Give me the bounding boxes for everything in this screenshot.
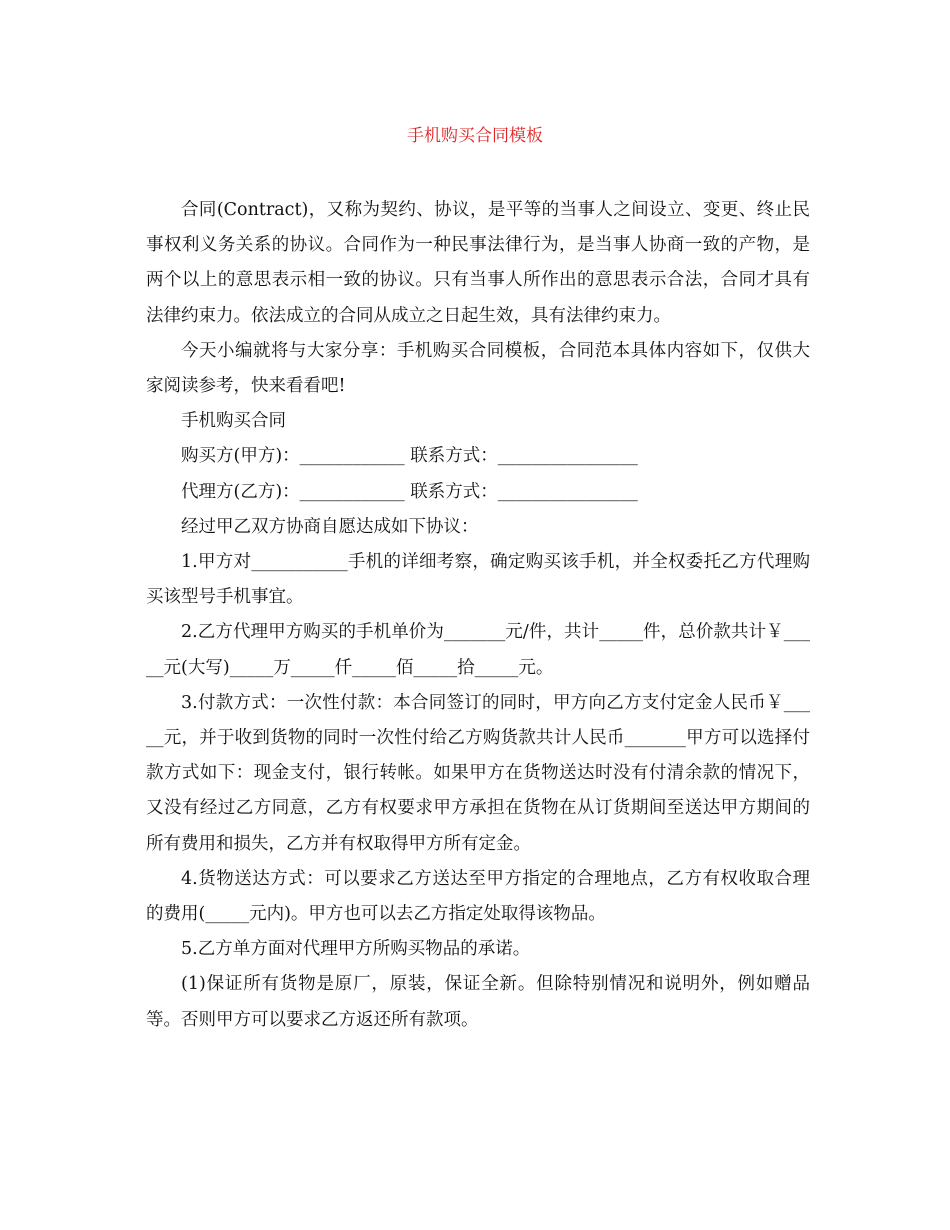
clause-2: 2.乙方代理甲方购买的手机单价为_______元/件，共计_____件，总价款共计￥_____元(大写)_____万_____仟_____佰_____拾_____元。 [146,622,810,678]
clause-1: 1.甲方对___________手机的详细考察，确定购买该手机，并全权委托乙方代理购买该型号手机事宜。 [146,552,810,608]
agreement-preamble: 经过甲乙双方协商自愿达成如下协议： [181,516,479,537]
clause-5: 5.乙方单方面对代理甲方所购买物品的承诺。 [181,939,531,960]
document-body [146,193,810,1038]
clause-5-item-1: (1)保证所有货物是原厂，原装，保证全新。但除特别情况和说明外，例如赠品等。否则甲方可以要求乙方返还所有款项。 [146,974,810,1030]
contract-heading: 手机购买合同 [181,411,286,432]
clause-3: 3.付款方式：一次性付款：本合同签订的同时，甲方向乙方支付定金人民币￥_____元，并于收到货物的同时一次性付给乙方购货款共计人民币_______甲方可以选择付款方式如下：现金支付，银行转帐。如果甲方在货物送达时没有付清余款的情况下，又没有经过乙方同意，乙方有权要求甲方承担在货物在从订货期间至送达甲方期间的所有费用和损失，乙方并有权取得甲方所有定金。 [146,692,810,854]
buyer-line: 购买方(甲方)：____________ 联系方式：________________ [181,446,638,467]
agent-line: 代理方(乙方)：____________ 联系方式：________________ [181,481,638,502]
paragraph-share: 今天小编就将与大家分享：手机购买合同模板，合同范本具体内容如下，仅供大家阅读参考，快来看看吧! [146,340,810,397]
paragraph-intro: 合同(Contract)，又称为契约、协议，是平等的当事人之间设立、变更、终止民事权利义务关系的协议。合同作为一种民事法律行为，是当事人协商一致的产物，是两个以上的意思表示相一致的协议。只有当事人所作出的意思表示合法，合同才具有法律约束力。依法成立的合同从成立之日起生效，具有法律约束力。 [146,200,810,326]
document-title: 手机购买合同模板 [407,126,543,146]
clause-4: 4.货物送达方式：可以要求乙方送达至甲方指定的合理地点，乙方有权收取合理的费用(_____元内)。甲方也可以去乙方指定处取得该物品。 [146,868,810,925]
